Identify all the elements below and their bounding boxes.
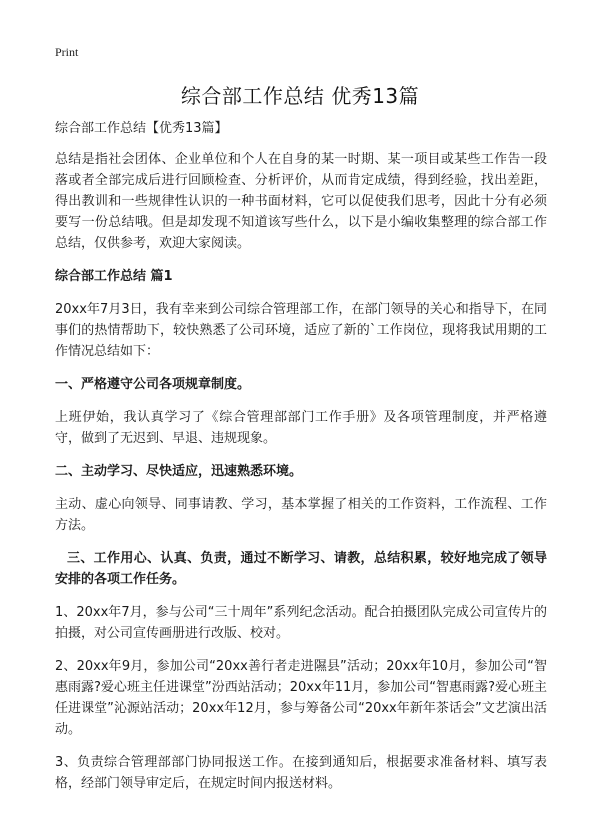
point-text-2: 主动、虚心向领导、同事请教、学习，基本掌握了相关的工作资料，工作流程、工作方法。 [55, 497, 547, 533]
page-title: 综合部工作总结 优秀13篇 [180, 84, 420, 108]
point-heading-1: 一、严格遵守公司各项规章制度。 [55, 377, 251, 392]
intro-paragraph: 总结是指社会团体、企业单位和个人在自身的某一时期、某一项目或某些工作告一段落或者全部完成后进行回顾检查、分析评价，从而肯定成绩，得到经验，找出差距，得出教训和一些规律性认识的一种书面材料，它可以促使我们思考，因此十分有必须要写一份总结哦。但是却发现不知道该写些什么，以下是小编收集整理的综合部工作总结，仅供参考，欢迎大家阅读。 [55, 152, 547, 251]
list-item-1: 1、20xx年7月，参与公司“三十周年”系列纪念活动。配合拍摄团队完成公司宣传片的拍摄，对公司宣传画册进行改版、校对。 [55, 605, 547, 641]
section-heading: 综合部工作总结 篇1 [55, 269, 173, 284]
point-text-1: 上班伊始，我认真学习了《综合管理部部门工作手册》及各项管理制度，并严格遵守，做到了无迟到、早退、违规现象。 [55, 410, 547, 446]
list-item-3: 3、负责综合管理部部门协同报送工作。在接到通知后，根据要求准备材料、填写表格，经部门领导审定后，在规定时间内报送材料。 [55, 755, 547, 791]
document-body [55, 118, 547, 806]
point-heading-3: 三、工作用心、认真、负责，通过不断学习、请教，总结积累，较好地完成了领导安排的各项工作任务。 [55, 551, 547, 587]
list-item-2: 2、20xx年9月，参加公司“20xx善行者走进隰县”活动；20xx年10月，参加公司“智惠雨露?爱心班主任进课堂”汾西站活动；20xx年11月，参加公司“智惠雨露?爱心班主任进课堂”沁源站活动；20xx年12月，参与筹备公司“20xx年新年茶话会”文艺演出活动。 [55, 659, 547, 737]
print-label: Print [55, 45, 79, 59]
section-intro-paragraph: 20xx年7月3日，我有幸来到公司综合管理部工作，在部门领导的关心和指导下，在同事们的热情帮助下，较快熟悉了公司环境，适应了新的`工作岗位，现将我试用期的工作情况总结如下： [55, 302, 547, 359]
point-heading-2: 二、主动学习、尽快适应，迅速熟悉环境。 [55, 464, 303, 479]
document-subtitle: 综合部工作总结【优秀13篇】 [55, 121, 228, 136]
